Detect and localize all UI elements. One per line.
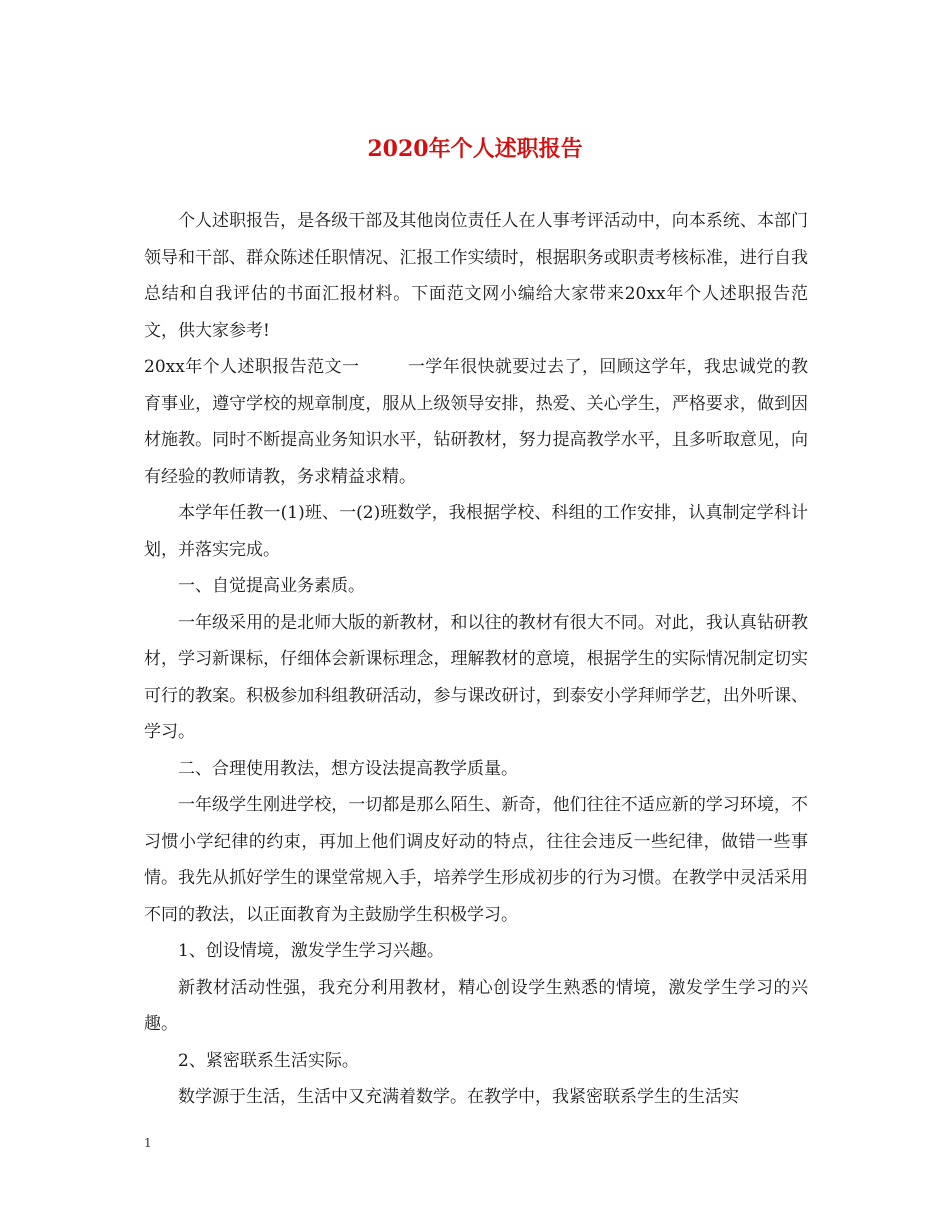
section-text: 一学年很快就要过去了，回顾这学年，我忠诚党的教育事业，遵守学校的规章制度，服从上级领导安排，热爱、关心学生，严格要求，做到因材施教。同时不断提高业务知识水平，钻研教材，努力提高教学水平，且多听取意见，向有经验的教师请教，务求精益求精。 [144, 357, 809, 487]
document-body [144, 203, 808, 1116]
paragraph-situations: 新教材活动性强，我充分利用教材，精心创设学生熟悉的情境，激发学生学习的兴趣。 [144, 977, 808, 1034]
section-heading: 20xx年个人述职报告范文一 [144, 357, 360, 377]
subheading-one: 1、创设情境，激发学生学习兴趣。 [178, 941, 444, 961]
paragraph-first-grade: 一年级学生刚进学校，一切都是那么陌生、新奇，他们往往不适应新的学习环境，不习惯小学纪律的约束，再加上他们调皮好动的特点，往往会违反一些纪律，做错一些事情。我先从抓好学生的课堂常规入手，培养学生形成初步的行为习惯。在教学中灵活采用不同的教法，以正面教育为主鼓励学生积极学习。 [144, 795, 808, 925]
page-title: 2020年个人述职报告 [367, 136, 583, 162]
paragraph-math-life: 数学源于生活，生活中又充满着数学。在教学中，我紧密联系学生的生活实 [178, 1087, 739, 1107]
subheading-two: 2、紧密联系生活实际。 [178, 1050, 359, 1071]
section-paragraph [144, 349, 808, 495]
heading-two: 二、合理使用教法，想方设法提高教学质量。 [178, 758, 518, 779]
paragraph-new-textbook: 一年级采用的是北师大版的新教材，和以往的教材有很大不同。对此，我认真钻研教材，学习新课标，仔细体会新课标理念，理解教材的意境，根据学生的实际情况制定切实可行的教案。积极参加科组教研活动，参与课改研讨，到泰安小学拜师学艺，出外听课、学习。 [144, 612, 808, 742]
heading-one: 一、自觉提高业务素质。 [178, 576, 365, 596]
intro-paragraph: 个人述职报告，是各级干部及其他岗位责任人在人事考评活动中，向本系统、本部门领导和干部、群众陈述任职情况、汇报工作实绩时，根据职务或职责考核标准，进行自我总结和自我评估的书面汇报材料。下面范文网小编给大家带来20xx年个人述职报告范文，供大家参考! [144, 211, 808, 341]
paragraph-teaching-assignment: 本学年任教一(1)班、一(2)班数学，我根据学校、科组的工作安排，认真制定学科计划，并落实完成。 [144, 503, 808, 560]
page-number: 1 [144, 1136, 152, 1150]
